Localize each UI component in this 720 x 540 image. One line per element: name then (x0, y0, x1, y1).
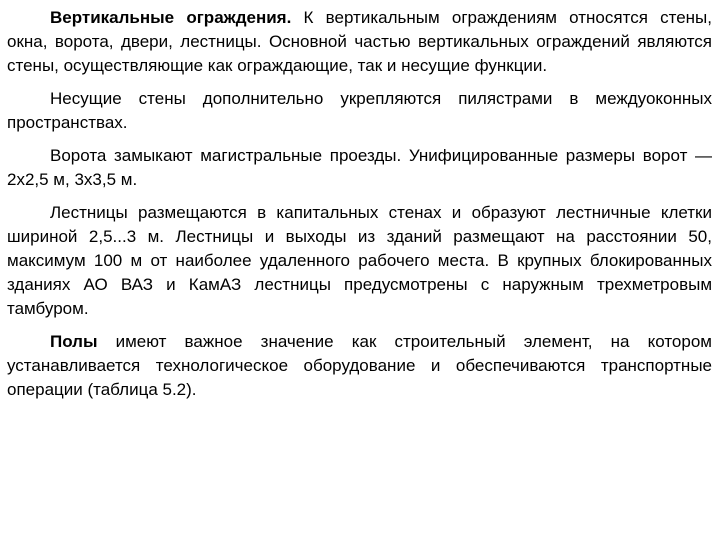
paragraph-lead-vertical-enclosures: Вертикальные ограждения. (50, 8, 292, 27)
paragraph-lead-floors: Полы (50, 332, 98, 351)
paragraph-vertical-enclosures (7, 6, 712, 78)
paragraph-text-floors: имеют важное значение как строительный элемент, на котором устанавливается технологическое оборудование и обеспечиваются транспортные операции (таблица 5.2). (7, 332, 712, 399)
paragraph-gates (7, 144, 712, 192)
paragraph-floors (7, 330, 712, 402)
paragraph-text-gates: Ворота замыкают магистральные проезды. Унифицированные размеры ворот — 2х2,5 м, 3х3,5 м. (7, 146, 712, 189)
paragraph-text-stairs: Лестницы размещаются в капитальных стенах и образуют лестничные клетки шириной 2,5...3 м. Лестницы и выходы из зданий размещают на расстоянии 50, максимум 100 м от наиболее удаленного рабочего места. В крупных блокированных зданиях АО ВАЗ и КамАЗ лестницы предусмотрены с наружным трехметровым тамбуром. (7, 203, 712, 318)
paragraph-stairs (7, 201, 712, 321)
paragraph-text-vertical-enclosures: К вертикальным ограждениям относятся стены, окна, ворота, двери, лестницы. Основной частью вертикальных ограждений являются стены, осуществляющие как ограждающие, так и несущие функции. (7, 8, 712, 75)
paragraph-load-bearing-walls (7, 87, 712, 135)
paragraph-text-load-bearing-walls: Несущие стены дополнительно укрепляются пилястрами в междуоконных пространствах. (7, 89, 712, 132)
